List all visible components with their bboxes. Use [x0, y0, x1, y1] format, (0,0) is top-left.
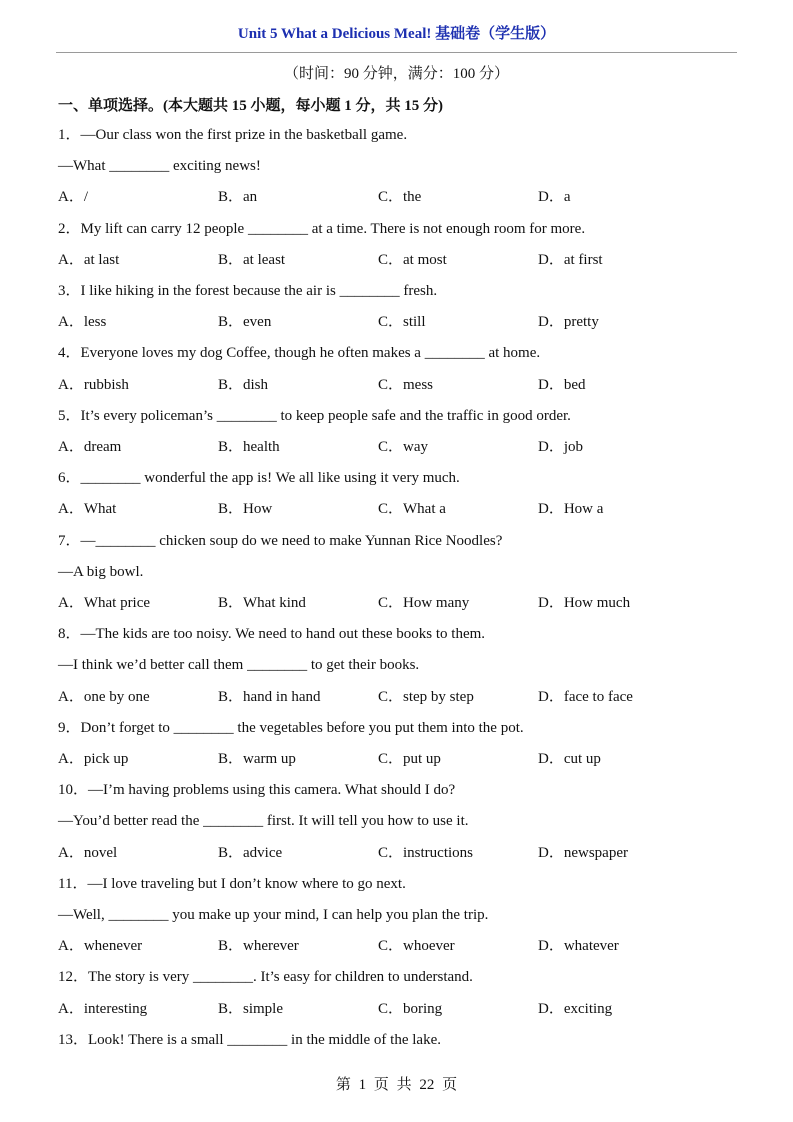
document-title: Unit 5 What a Delicious Meal! 基础卷（学生版） [237, 26, 556, 42]
question-stem: 10．—I’m having problems using this camera. What should I do? [58, 782, 456, 799]
answer-option: B．dish [218, 376, 269, 393]
question-dialogue-line: —Well, ________ you make up your mind, I can help you plan the trip. [58, 907, 489, 923]
answer-option: B．advice [218, 844, 283, 861]
answer-option: D．a [538, 189, 571, 206]
answer-option: D．face to face [538, 688, 633, 705]
question-stem: 2．My lift can carry 12 people ________ at a time. There is not enough room for more. [58, 220, 586, 237]
question-stem: 12．The story is very ________. It’s easy for children to understand. [58, 969, 473, 986]
answer-option: B．simple [218, 1000, 284, 1017]
answer-option: C．at most [378, 251, 447, 268]
question-stem: 5．It’s every policeman’s ________ to keep people safe and the traffic in good order. [58, 407, 571, 424]
header-divider [56, 52, 737, 53]
answer-option: D．How a [538, 501, 604, 518]
answer-option: A．whenever [58, 938, 143, 955]
answer-option: A．less [58, 314, 107, 331]
answer-option: B．an [218, 189, 258, 206]
answer-option: C．boring [378, 1000, 443, 1017]
answer-option: D．job [538, 439, 584, 455]
question-stem: 4．Everyone loves my dog Coffee, though he often makes a ________ at home. [58, 345, 541, 362]
answer-option: D．How much [538, 595, 631, 611]
answer-option: C．step by step [378, 688, 474, 705]
answer-option: D．exciting [538, 1000, 613, 1017]
answer-option: A．novel [58, 844, 118, 861]
answer-option: B．health [218, 439, 280, 455]
question-stem: 7．—________ chicken soup do we need to make Yunnan Rice Noodles? [58, 532, 503, 549]
question-stem: 13．Look! There is a small ________ in the middle of the lake. [58, 1031, 441, 1048]
answer-option: D．whatever [538, 938, 619, 955]
answer-option: B．warm up [218, 751, 296, 767]
answer-option: D．newspaper [538, 844, 628, 861]
answer-option: D．at first [538, 251, 603, 268]
answer-option: A．What [58, 501, 117, 518]
answer-option: A．one by one [58, 688, 150, 705]
answer-option: C．How many [378, 595, 470, 611]
answer-option: B．hand in hand [218, 688, 321, 705]
question-dialogue-line: —What ________ exciting news! [58, 158, 261, 175]
question-dialogue-line: —You’d better read the ________ first. It will tell you how to use it. [58, 813, 469, 830]
answer-option: D．cut up [538, 751, 601, 767]
question-stem: 6．________ wonderful the app is! We all like using it very much. [58, 470, 460, 487]
answer-option: B．What kind [218, 595, 306, 611]
answer-option: D．pretty [538, 314, 599, 331]
answer-option: A．at last [58, 251, 120, 268]
answer-option: D．bed [538, 376, 586, 393]
section-title: 一、单项选择。(本大题共 15 小题，每小题 1 分，共 15 分) [58, 98, 443, 114]
answer-option: B．even [218, 314, 272, 331]
answer-option: A．dream [58, 439, 122, 455]
answer-option: A．/ [58, 189, 89, 206]
answer-option: B．How [218, 501, 273, 518]
answer-option: A．What price [58, 595, 151, 611]
answer-option: C．whoever [378, 938, 455, 955]
answer-option: C．way [378, 439, 428, 455]
answer-option: B．at least [218, 251, 286, 268]
page-footer: 第 1 页 共 22 页 [335, 1077, 458, 1093]
question-stem: 9．Don’t forget to ________ the vegetables before you put them into the pot. [58, 719, 524, 736]
question-stem: 3．I like hiking in the forest because the air is ________ fresh. [58, 283, 438, 299]
exam-time-info: （时间：90 分钟，满分：100 分） [283, 66, 509, 82]
answer-option: B．wherever [218, 938, 299, 955]
question-dialogue-line: —A big bowl. [58, 563, 144, 580]
answer-option: C．still [378, 314, 426, 331]
question-stem: 1．—Our class won the first prize in the basketball game. [58, 127, 408, 143]
answer-option: C．What a [378, 501, 446, 518]
answer-option: C．put up [378, 751, 441, 767]
answer-option: C．the [378, 189, 422, 206]
answer-option: C．instructions [378, 844, 474, 861]
answer-option: A．pick up [58, 751, 129, 767]
answer-option: A．rubbish [58, 376, 129, 393]
answer-option: A．interesting [58, 1000, 148, 1017]
question-stem: 8．—The kids are too noisy. We need to hand out these books to them. [58, 626, 486, 643]
question-stem: 11．—I love traveling but I don’t know where to go next. [58, 875, 406, 892]
question-dialogue-line: —I think we’d better call them ________ to get their books. [58, 657, 420, 674]
answer-option: C．mess [378, 376, 434, 393]
